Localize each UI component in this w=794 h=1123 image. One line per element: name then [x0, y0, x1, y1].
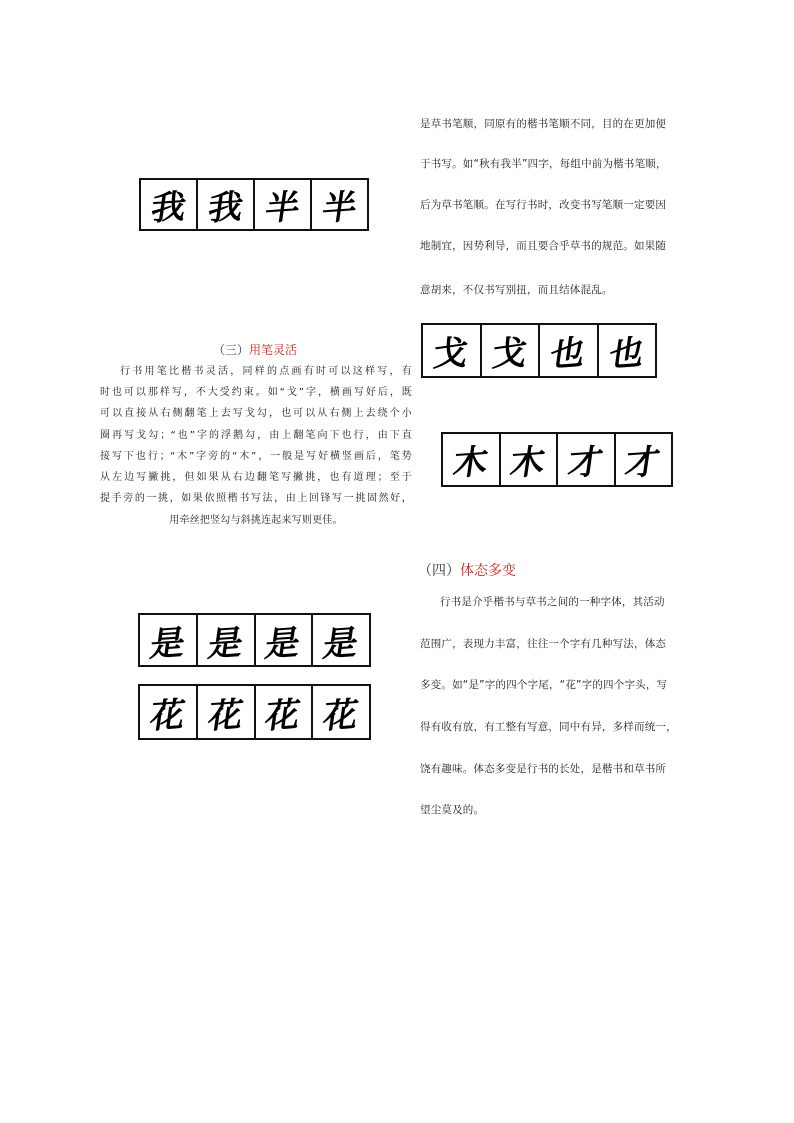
calligraphy-cell — [558, 434, 616, 485]
calligraphy-char: 花 — [262, 694, 303, 737]
section-number: （四） — [418, 563, 460, 579]
paragraph-line: 时也可以那样写，不大受约束。如“戈”字，横画写好后，既 — [100, 387, 412, 398]
calligraphy-char: 是 — [205, 622, 246, 665]
calligraphy-char: 是 — [320, 622, 361, 665]
calligraphy-char: 是 — [147, 622, 188, 665]
calligraphy-char: 我 — [204, 186, 246, 230]
paragraph-line: 地制宜，因势利导，而且要合乎草书的规范。如果随 — [420, 240, 667, 252]
calligraphy-char: 是 — [262, 622, 303, 665]
calligraphy-cell — [423, 325, 482, 376]
calligraphy-char: 也 — [606, 332, 647, 376]
calligraphy-cell — [198, 615, 256, 665]
paragraph-line: 是草书笔顺，同原有的楷书笔顺不同，目的在更加便 — [420, 118, 667, 130]
calligraphy-char: 花 — [205, 694, 246, 737]
calligraphy-cell — [501, 434, 559, 485]
calligraphy-cell — [256, 686, 314, 738]
calligraphy-cell — [313, 686, 369, 738]
calligraphy-strip-hua — [138, 684, 371, 740]
calligraphy-char: 也 — [547, 332, 588, 376]
calligraphy-cell — [540, 325, 599, 376]
paragraph-line: 用牵丝把竖勾与斜挑连起来写则更佳。 — [169, 515, 343, 526]
calligraphy-char: 我 — [147, 186, 189, 230]
calligraphy-char: 戈 — [430, 332, 471, 376]
paragraph-line: 望尘莫及的。 — [420, 804, 485, 816]
paragraph-line: 多变。如“是”字的四个字尾，“花”字的四个字头，写 — [420, 679, 668, 691]
paragraph-line: 范围广，表现力丰富，往往一个字有几种写法，体态 — [420, 638, 667, 650]
calligraphy-strip-mu — [441, 432, 673, 487]
section-title: 体态多变 — [460, 563, 516, 579]
paragraph-line: 接写下也行；“木”字旁的“木”，一般是写好横竖画后，笔势 — [100, 451, 412, 462]
calligraphy-cell — [140, 615, 198, 665]
calligraphy-cell — [443, 434, 501, 485]
calligraphy-cell — [313, 615, 369, 665]
paragraph-line: 圈再写戈勾；“也”字的浮鹅勾，由上翻笔向下也行，由下直 — [100, 430, 412, 441]
calligraphy-char: 木 — [450, 441, 491, 485]
calligraphy-cell — [198, 180, 255, 229]
paragraph-line: 于书写。如“秋有我半”四字，每组中前为楷书笔顺， — [420, 158, 667, 170]
calligraphy-char: 半 — [261, 186, 303, 230]
calligraphy-strip-shi — [138, 613, 371, 667]
paragraph-line: 行书用笔比楷书灵活，同样的点画有时可以这样写，有 — [120, 366, 412, 377]
paragraph-line: 可以直接从右侧翻笔上去写戈勾，也可以从右侧上去绕个小 — [100, 408, 412, 419]
section-heading — [213, 341, 297, 358]
calligraphy-strip-ge-ye — [421, 323, 657, 378]
paragraph-line: 后为草书笔顺。在写行书时，改变书写笔顺一定要因 — [420, 199, 667, 211]
calligraphy-char: 木 — [507, 441, 548, 485]
calligraphy-char: 才 — [622, 441, 663, 485]
section-title: 用笔灵活 — [249, 343, 298, 357]
calligraphy-strip-wo-ban — [139, 178, 369, 231]
calligraphy-char: 花 — [320, 694, 361, 737]
calligraphy-cell — [312, 180, 367, 229]
calligraphy-cell — [482, 325, 541, 376]
calligraphy-char: 戈 — [489, 332, 530, 376]
calligraphy-cell — [198, 686, 256, 738]
paragraph-line: 提手旁的一挑，如果依照楷书写法，由上回锋写一挑固然好， — [100, 493, 412, 504]
section-number: （三） — [213, 343, 250, 357]
calligraphy-cell — [256, 615, 314, 665]
calligraphy-cell — [599, 325, 656, 376]
paragraph-line: 得有收有放，有工整有写意，同中有异，多样而统一， — [420, 721, 677, 733]
calligraphy-cell — [140, 686, 198, 738]
paragraph-line: 饶有趣味。体态多变是行书的长处，是楷书和草书所 — [420, 763, 667, 775]
calligraphy-cell — [255, 180, 312, 229]
calligraphy-char: 花 — [147, 694, 188, 737]
paragraph-line: 行书是介乎楷书与草书之间的一种字体，其活动 — [440, 596, 665, 608]
calligraphy-cell — [141, 180, 198, 229]
calligraphy-char: 才 — [565, 441, 606, 485]
paragraph-line: 从左边写撇挑，但如果从右边翻笔写撇挑，也有道理；至于 — [100, 472, 412, 483]
calligraphy-char: 半 — [318, 186, 360, 230]
section-heading — [418, 560, 516, 580]
paragraph-line: 意胡来，不仅书写别扭，而且结体混乱。 — [420, 284, 613, 296]
calligraphy-cell — [616, 434, 672, 485]
